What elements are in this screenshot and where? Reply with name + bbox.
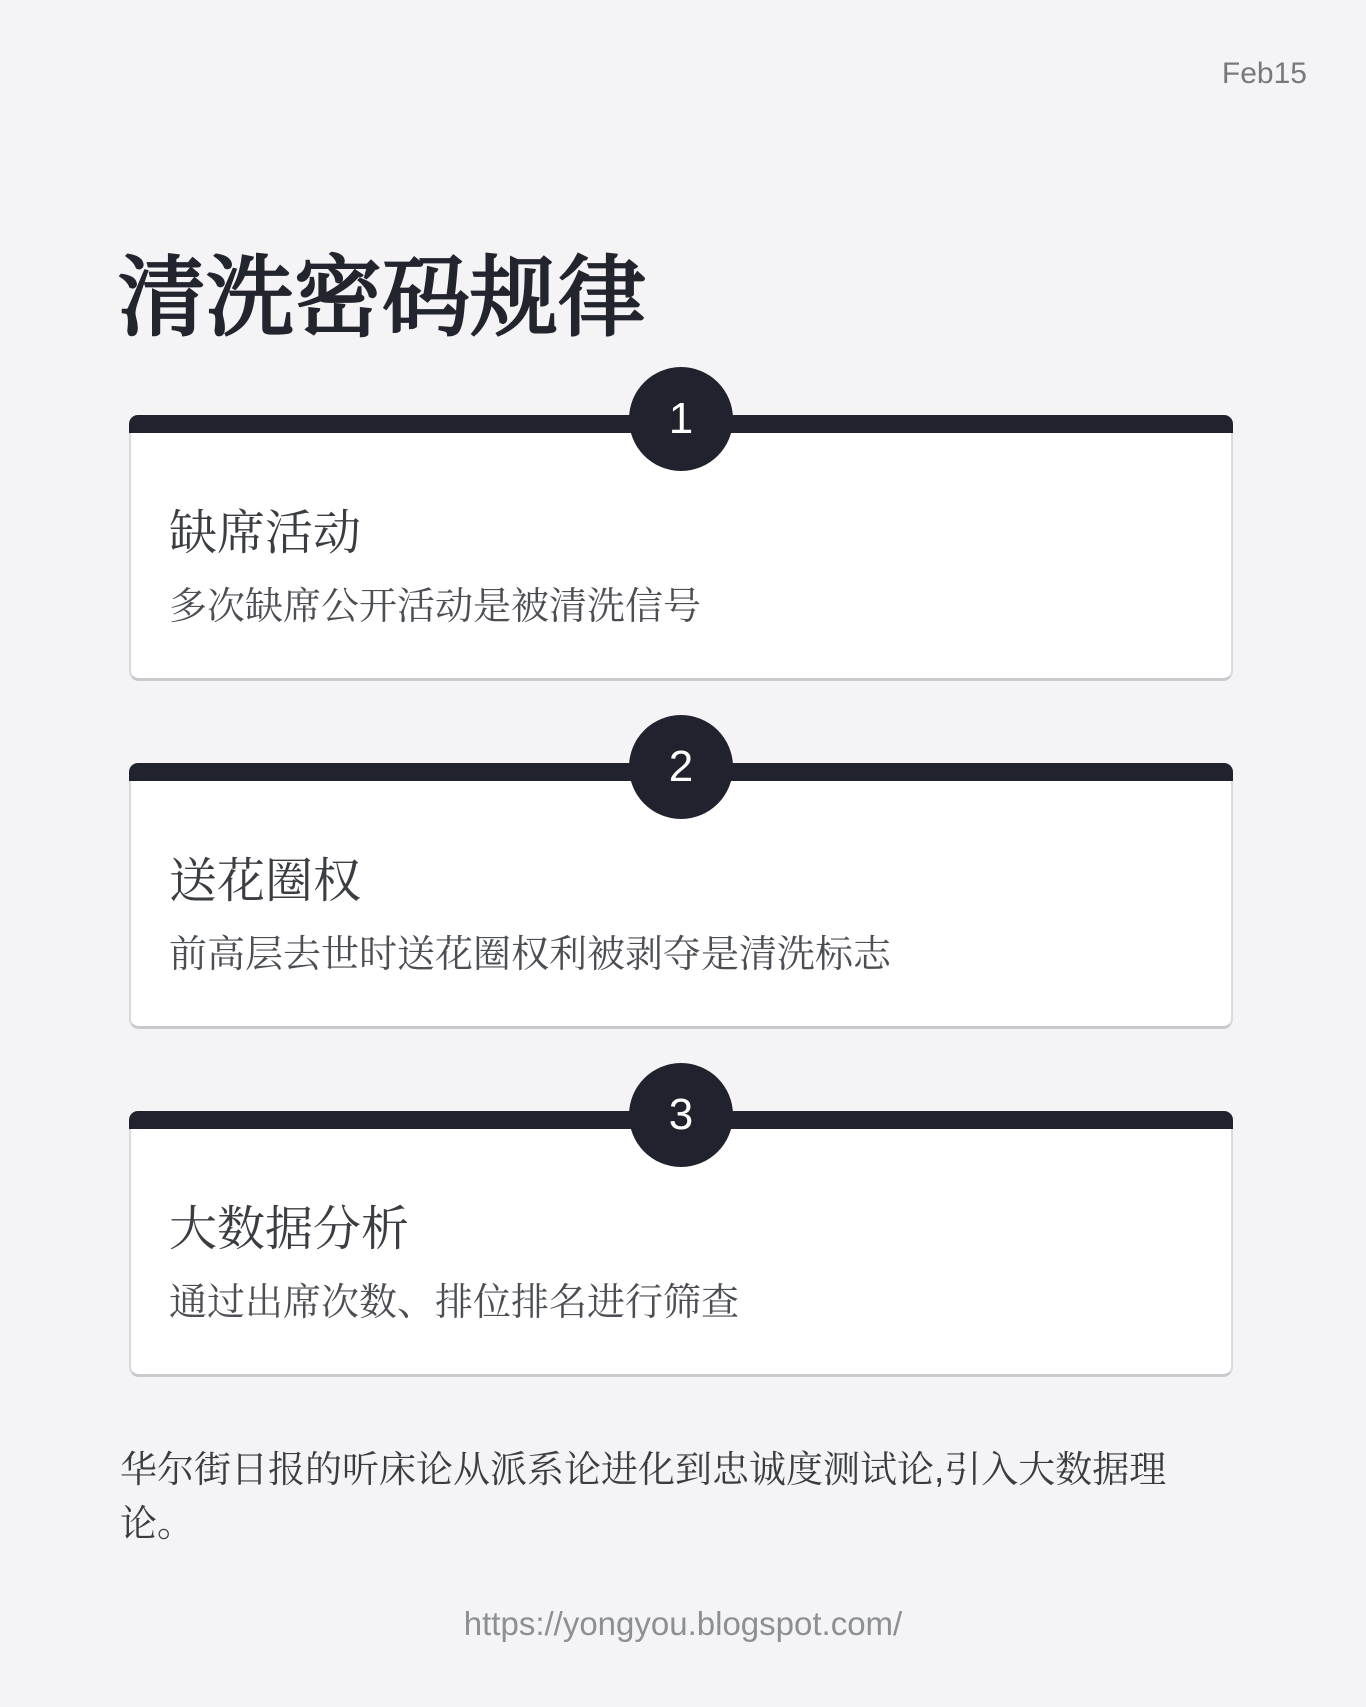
footer-url[interactable]: https://yongyou.blogspot.com/ <box>463 1605 903 1642</box>
step-description: 多次缺席公开活动是被清洗信号 <box>169 586 702 628</box>
step-description: 前高层去世时送花圈权利被剥夺是清洗标志 <box>169 934 892 976</box>
step-number-badge <box>629 715 733 819</box>
step-number-badge <box>629 367 733 471</box>
step-number: 1 <box>668 394 694 443</box>
date-label: Feb15 <box>1221 57 1307 90</box>
step-heading: 送花圈权 <box>169 855 362 908</box>
step-number: 2 <box>668 742 694 791</box>
step-heading: 大数据分析 <box>169 1203 410 1256</box>
step-number: 3 <box>668 1090 694 1139</box>
step-section-3 <box>129 1063 1233 1377</box>
summary-paragraph: 华尔街日报的听床论从派系论进化到忠诚度测试论,引入大数据理论。 <box>120 1449 1167 1544</box>
page-title: 清洗密码规律 <box>118 247 647 347</box>
step-section-1 <box>129 367 1233 681</box>
step-number-badge <box>629 1063 733 1167</box>
step-section-2 <box>129 715 1233 1029</box>
step-description: 通过出席次数、排位排名进行筛查 <box>169 1282 740 1324</box>
step-heading: 缺席活动 <box>169 507 362 560</box>
